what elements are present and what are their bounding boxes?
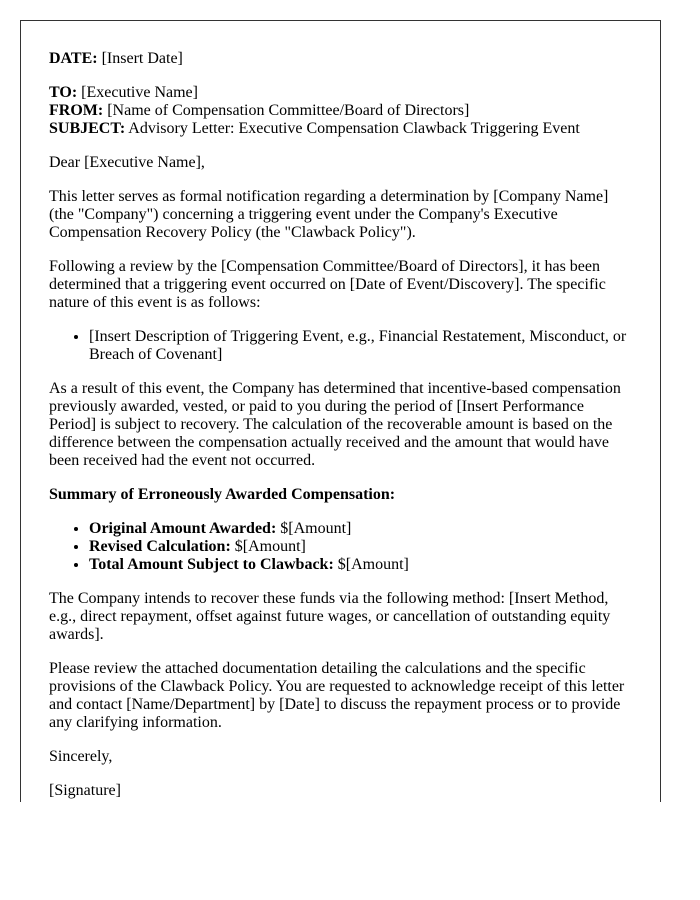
- summary-item-value: $[Amount]: [230, 538, 306, 555]
- salutation: Dear [Executive Name],: [49, 154, 205, 171]
- address-block: [49, 84, 632, 138]
- subject-label: SUBJECT:: [49, 120, 126, 137]
- summary-item-original: [89, 520, 632, 538]
- to-line: [49, 84, 632, 102]
- summary-item-total: [89, 556, 632, 574]
- paragraph-method: The Company intends to recover these funds via the following method: [Insert Method, e.g., direct repayment, offset against future wages, or cancellation of outstanding equity awards].: [49, 590, 611, 643]
- to-label: TO:: [49, 84, 78, 101]
- paragraph-review: Following a review by the [Compensation Committee/Board of Directors], it has been determined that a triggering event occurred on [Date of Event/Discovery]. The specific nature of this event is as follows:: [49, 258, 606, 311]
- summary-item-label: Original Amount Awarded:: [89, 520, 277, 537]
- letter-content: [21, 21, 660, 800]
- from-value: [Name of Compensation Committee/Board of Directors]: [103, 102, 470, 119]
- event-list: [49, 328, 632, 364]
- summary-item-label: Revised Calculation:: [89, 538, 231, 555]
- subject-line: [49, 120, 632, 138]
- to-value: [Executive Name]: [77, 84, 198, 101]
- paragraph-request: Please review the attached documentation detailing the calculations and the specific provisions of the Clawback Policy. You are requested to acknowledge receipt of this letter and contact [Name/Department] by [Date] to discuss the repayment process or to provide any clarifying information.: [49, 660, 625, 731]
- signature: [Signature]: [49, 782, 121, 799]
- from-label: FROM:: [49, 102, 104, 119]
- closing: Sincerely,: [49, 748, 113, 765]
- subject-value: Advisory Letter: Executive Compensation Clawback Triggering Event: [125, 120, 580, 137]
- from-line: [49, 102, 632, 120]
- summary-item-value: $[Amount]: [333, 556, 409, 573]
- summary-list: [49, 520, 632, 574]
- summary-item-revised: [89, 538, 632, 556]
- date-label: DATE:: [49, 50, 98, 67]
- event-list-item: • [Insert Description of Triggering Event, e.g., Financial Restatement, Misconduct, or Breach of Covenant]: [89, 328, 632, 364]
- paragraph-notification: This letter serves as formal notification regarding a determination by [Company Name] (the "Company") concerning a triggering event under the Company's Executive Compensation Recovery Policy (the "Clawback Policy").: [49, 188, 609, 241]
- date-line: [49, 50, 632, 68]
- date-value: [Insert Date]: [97, 50, 183, 67]
- summary-item-value: $[Amount]: [276, 520, 352, 537]
- letter-page: [20, 20, 661, 802]
- summary-title: Summary of Erroneously Awarded Compensation:: [49, 486, 396, 503]
- paragraph-recovery: As a result of this event, the Company has determined that incentive-based compensation previously awarded, vested, or paid to you during the period of [Insert Performance Period] is subject to recovery. The calculation of the recoverable amount is based on the difference between the compensation actually received and the amount that would have been received had the event not occurred.: [49, 380, 621, 469]
- summary-item-label: Total Amount Subject to Clawback:: [89, 556, 334, 573]
